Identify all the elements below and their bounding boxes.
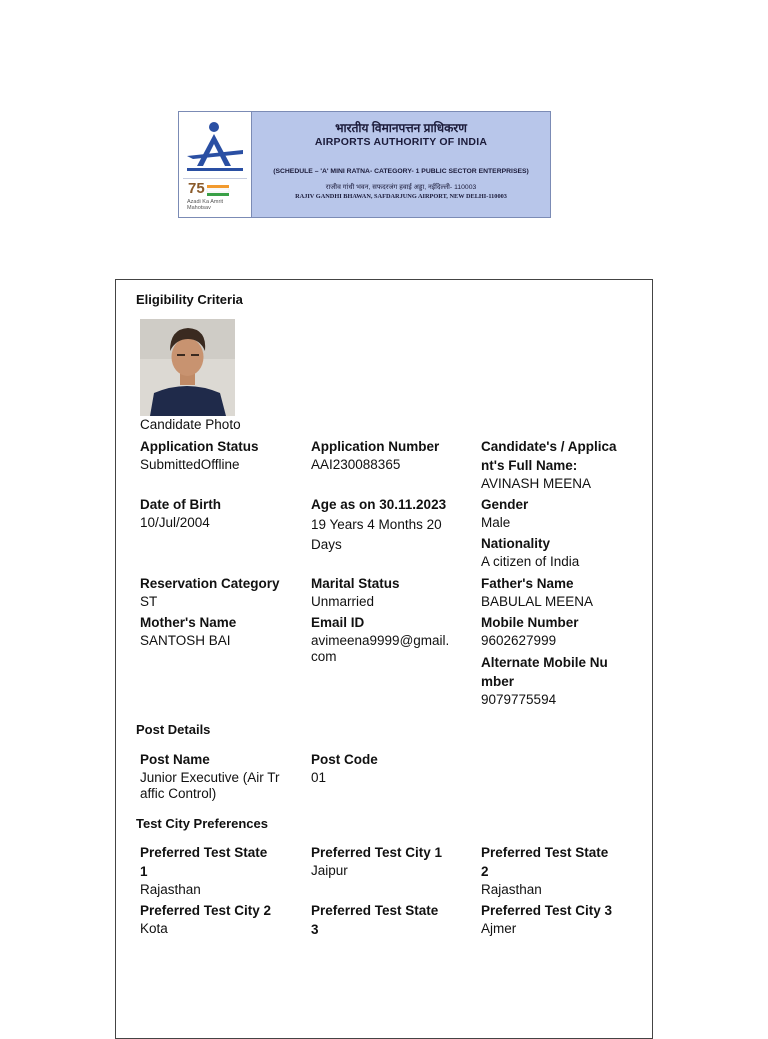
application-number-value: AAI230088365: [311, 457, 401, 472]
state3-label-line2: 3: [311, 922, 319, 937]
full-name-label-line1: Candidate's / Applica: [481, 439, 617, 454]
org-schedule: (SCHEDULE – 'A' MINI RATNA- CATEGORY- 1 PUBLIC SECTOR ENTERPRISES): [273, 168, 529, 175]
post-code-value: 01: [311, 770, 327, 785]
city2-label: Preferred Test City 2: [140, 903, 272, 918]
org-address-hindi: राजीव गांधी भवन, सफदरजंग हवाई अड्डा, नईदिल्ली- 110003: [325, 184, 477, 191]
age-value-line1: 19 Years 4 Months 20: [311, 517, 442, 532]
age-value-line2: Days: [311, 537, 342, 552]
alt-mobile-label-line1: Alternate Mobile Nu: [481, 655, 608, 670]
state1-value: Rajasthan: [140, 882, 201, 897]
org-title-hindi: भारतीय विमानपत्तन प्राधिकरण: [335, 121, 467, 135]
alt-mobile-value: 9079775594: [481, 692, 557, 707]
state3-label-line1: Preferred Test State: [311, 903, 439, 918]
photo-caption: Candidate Photo: [140, 417, 241, 432]
father-value: BABULAL MEENA: [481, 594, 594, 609]
org-title-english: AIRPORTS AUTHORITY OF INDIA: [314, 136, 488, 148]
state2-value: Rajasthan: [481, 882, 542, 897]
org-address-english: RAJIV GANDHI BHAWAN, SAFDARJUNG AIRPORT, NEW DELHI-110003: [295, 193, 507, 200]
gender-value: Male: [481, 515, 511, 530]
mother-label: Mother's Name: [140, 615, 237, 630]
azadi-number: 75: [188, 180, 205, 197]
post-name-label: Post Name: [140, 752, 210, 767]
dob-label: Date of Birth: [140, 497, 221, 512]
azadi-text: Azadi Ka Amrit Mahotsav: [187, 199, 224, 211]
application-number-label: Application Number: [311, 439, 440, 454]
email-value-line2: com: [311, 649, 337, 664]
gender-label: Gender: [481, 497, 529, 512]
azadi-logo: [183, 178, 247, 215]
header-banner: [178, 111, 551, 218]
email-label: Email ID: [311, 615, 365, 630]
post-name-value-line1: Junior Executive (Air Tr: [140, 770, 280, 785]
city3-label: Preferred Test City 3: [481, 903, 613, 918]
aai-logo-icon: [183, 116, 247, 174]
post-name-value-line2: affic Control): [140, 786, 217, 801]
eligibility-title: Eligibility Criteria: [136, 292, 243, 307]
city3-value: Ajmer: [481, 921, 517, 936]
candidate-avatar-icon: [140, 319, 235, 416]
nationality-label: Nationality: [481, 536, 551, 551]
full-name-value: AVINASH MEENA: [481, 476, 592, 491]
father-label: Father's Name: [481, 576, 574, 591]
state2-label-line1: Preferred Test State: [481, 845, 609, 860]
test-city-title: Test City Preferences: [136, 816, 268, 831]
alt-mobile-label-line2: mber: [481, 674, 515, 689]
candidate-photo: [140, 319, 235, 416]
email-value-line1: avimeena9999@gmail.: [311, 633, 450, 648]
logo-cell: [179, 112, 252, 217]
application-status-value: SubmittedOffline: [140, 457, 240, 472]
reservation-label: Reservation Category: [140, 576, 280, 591]
marital-value: Unmarried: [311, 594, 375, 609]
mobile-label: Mobile Number: [481, 615, 579, 630]
state2-label-line2: 2: [481, 864, 489, 879]
state1-label-line2: 1: [140, 864, 148, 879]
city2-value: Kota: [140, 921, 168, 936]
city1-value: Jaipur: [311, 863, 348, 878]
reservation-value: ST: [140, 594, 158, 609]
mother-value: SANTOSH BAI: [140, 633, 231, 648]
dob-value: 10/Jul/2004: [140, 515, 210, 530]
banner-text-block: [252, 112, 550, 217]
application-status-label: Application Status: [140, 439, 259, 454]
age-label: Age as on 30.11.2023: [311, 497, 447, 512]
state1-label-line1: Preferred Test State: [140, 845, 268, 860]
post-code-label: Post Code: [311, 752, 378, 767]
full-name-label-line2: nt's Full Name:: [481, 458, 578, 473]
marital-label: Marital Status: [311, 576, 400, 591]
city1-label: Preferred Test City 1: [311, 845, 443, 860]
post-details-title: Post Details: [136, 722, 211, 737]
nationality-value: A citizen of India: [481, 554, 580, 569]
mobile-value: 9602627999: [481, 633, 557, 648]
